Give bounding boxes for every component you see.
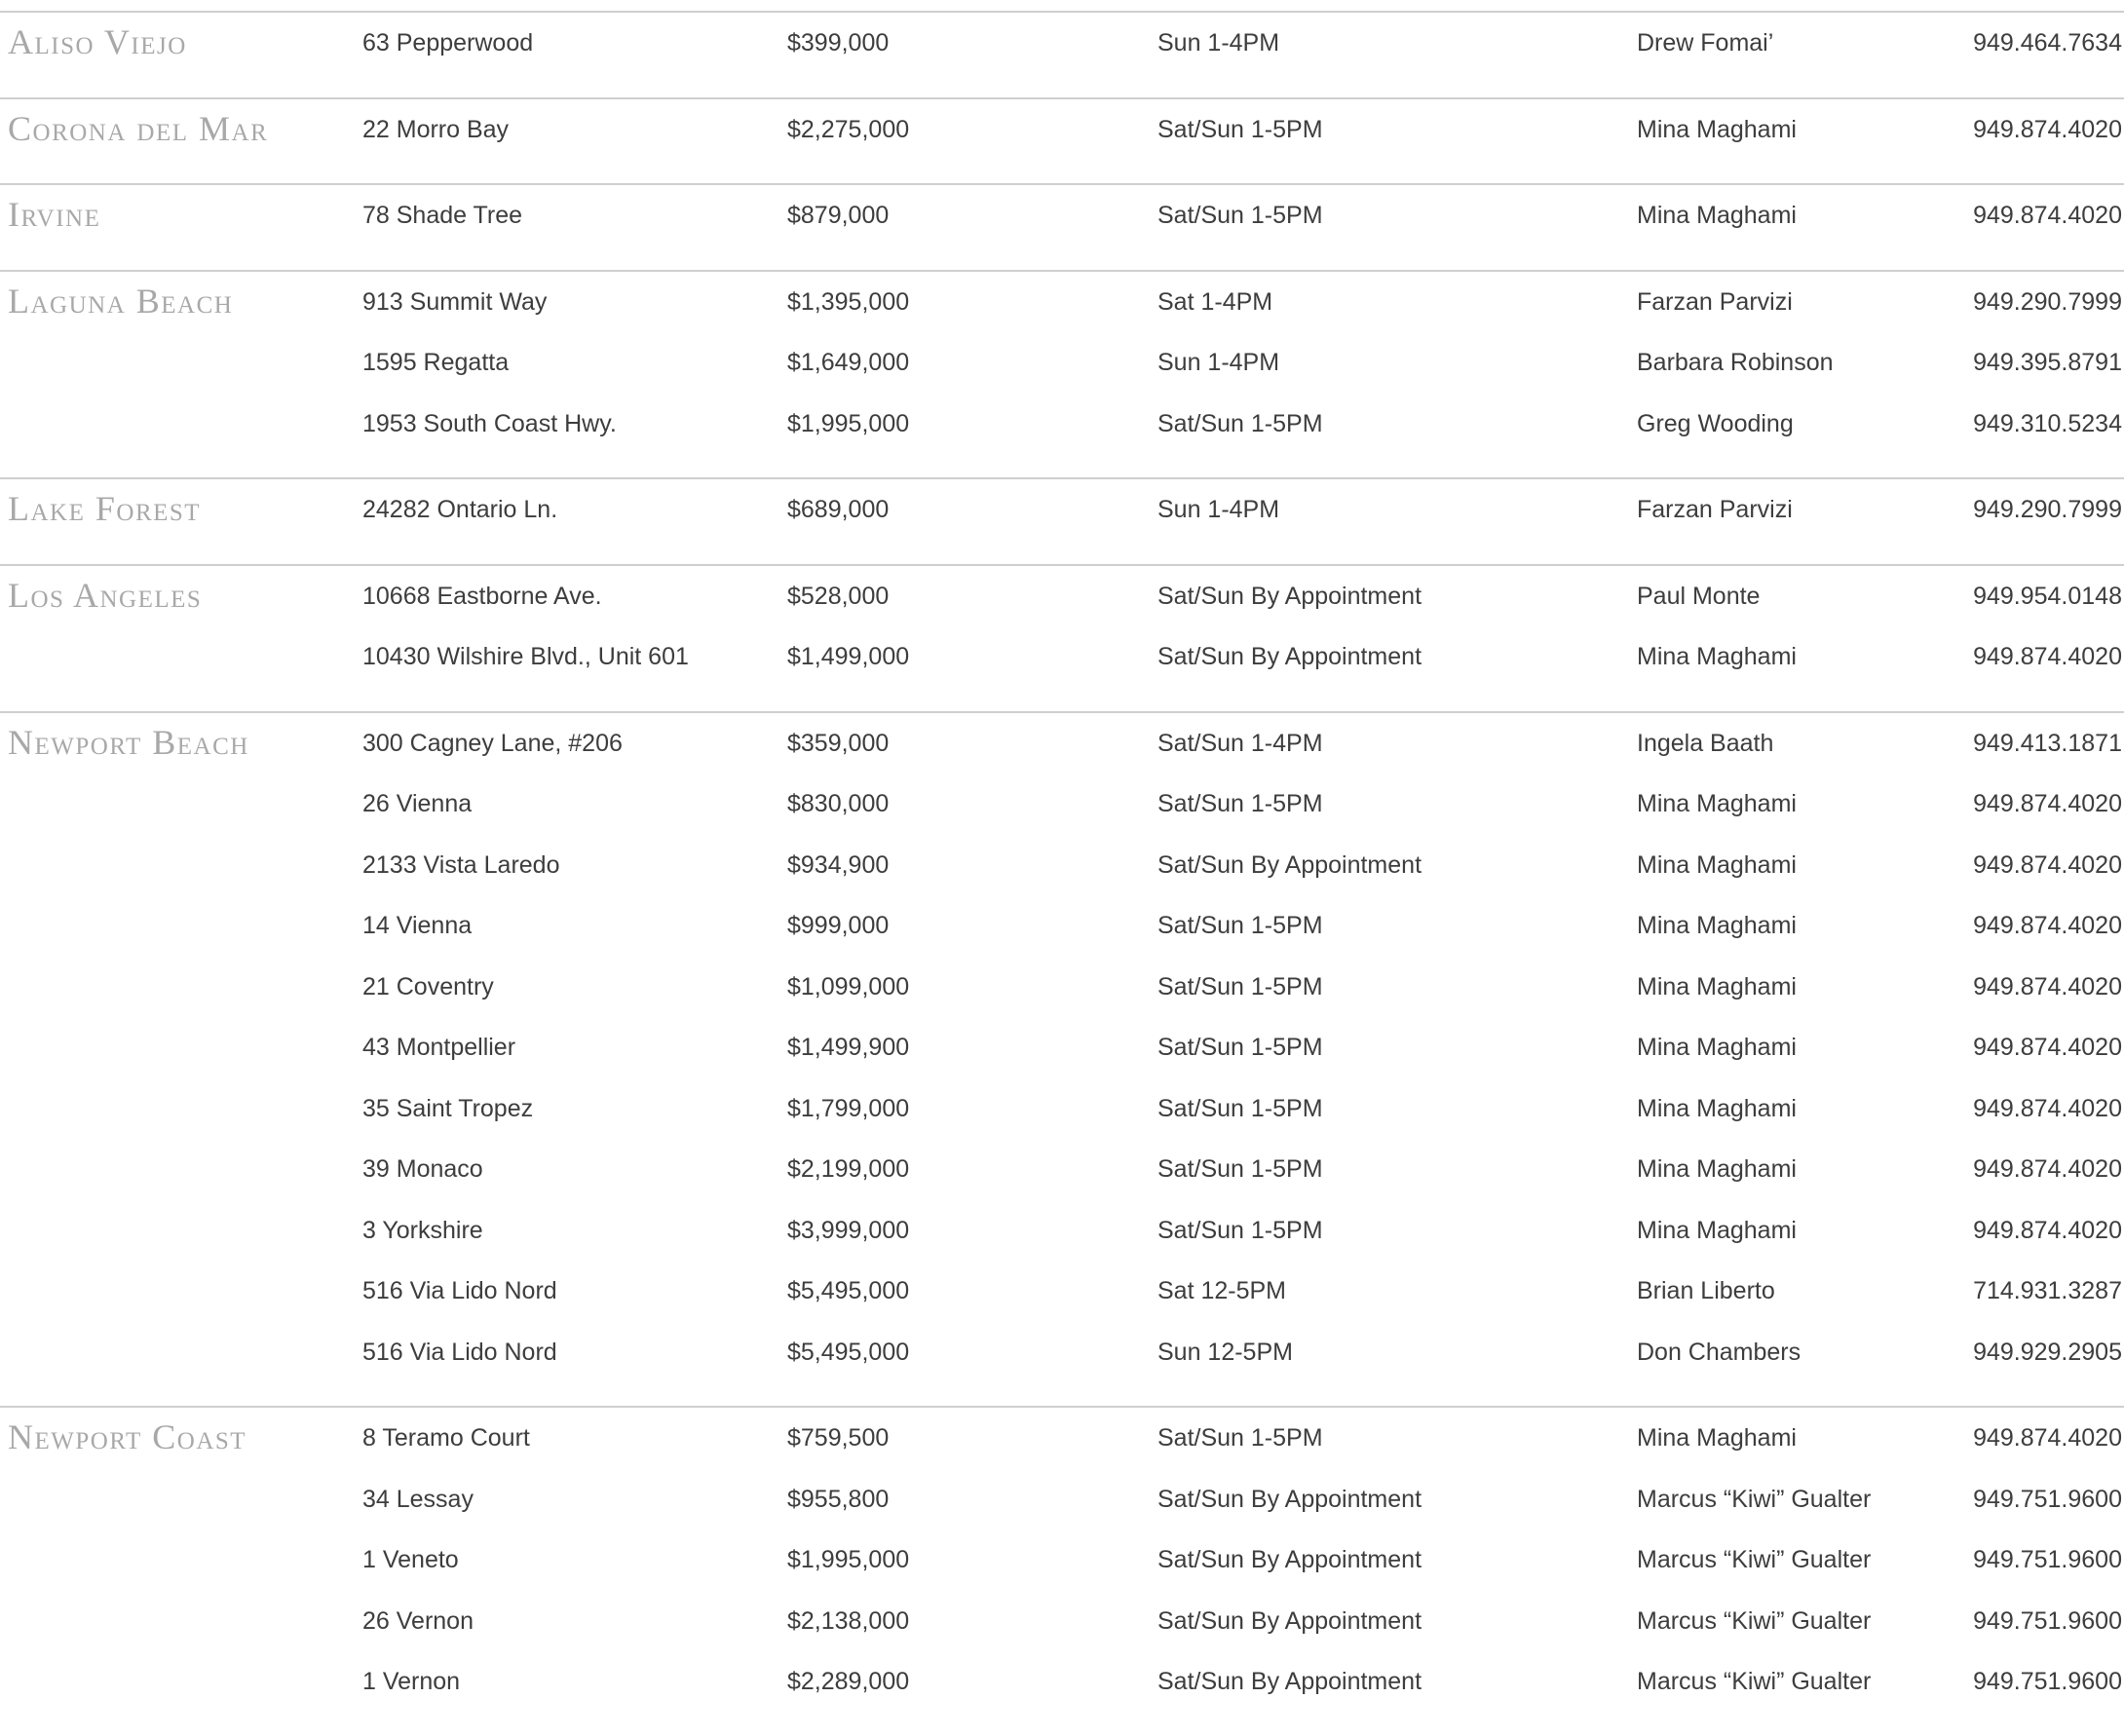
listing-price: $1,499,000 [787,643,910,670]
listing-price: $2,138,000 [787,1606,910,1635]
listing-price: $1,395,000 [787,287,910,316]
listing-row [0,1331,2124,1392]
listing-price: $879,000 [787,202,890,229]
city-name: Aliso Viejo [8,22,187,61]
listing-row [0,722,2124,783]
agent-phone: 949.929.2905 [1973,1338,2122,1366]
agent-phone: 949.751.9600 [1973,1668,2122,1695]
listing-price: $1,799,000 [787,1094,910,1122]
listing-price: $359,000 [787,729,890,757]
agent-name: Farzan Parvizi [1637,496,1793,523]
listing-price: $689,000 [787,496,890,523]
city-name: Los Angeles [8,575,203,615]
listing-price: $399,000 [787,29,890,57]
listing-row [0,1538,2124,1600]
open-house-time: Sat/Sun 1-5PM [1157,1094,1323,1122]
listing-address: 10430 Wilshire Blvd., Unit 601 [362,643,689,670]
listing-row [0,904,2124,965]
open-house-time: Sat/Sun By Appointment [1157,643,1422,670]
listing-address: 10668 Eastborne Ave. [362,582,602,610]
agent-name: Ingela Baath [1637,729,1774,757]
agent-name: Greg Wooding [1637,409,1794,437]
agent-phone: 949.874.4020 [1973,115,2122,143]
agent-name: Marcus “Kiwi” Gualter [1637,1546,1872,1573]
open-house-time: Sat/Sun 1-5PM [1157,1424,1323,1452]
open-house-time: Sat/Sun 1-5PM [1157,202,1323,229]
agent-name: Mina Maghami [1637,115,1797,143]
agent-name: Mina Maghami [1637,972,1797,1000]
open-house-time: Sat/Sun 1-5PM [1157,1216,1323,1244]
listing-row [0,1148,2124,1209]
open-house-time: Sat/Sun By Appointment [1157,1485,1422,1513]
agent-phone: 949.874.4020 [1973,1094,2122,1122]
listing-address: 516 Via Lido Nord [362,1277,557,1304]
listing-row [0,488,2124,549]
listing-row [0,965,2124,1027]
open-house-time: Sat/Sun 1-5PM [1157,1155,1323,1183]
listing-address: 63 Pepperwood [362,29,534,57]
listing-price: $528,000 [787,582,890,610]
city-name: Irvine [8,195,101,234]
agent-phone: 949.874.4020 [1973,1424,2122,1452]
agent-phone: 949.874.4020 [1973,790,2122,817]
agent-name: Mina Maghami [1637,790,1797,817]
open-house-time: Sat/Sun 1-5PM [1157,1034,1323,1061]
listing-row [0,575,2124,636]
agent-phone: 949.395.8791 [1973,349,2122,376]
listing-row [0,1026,2124,1087]
agent-phone: 949.874.4020 [1973,202,2122,229]
agent-name: Marcus “Kiwi” Gualter [1637,1668,1872,1695]
listing-address: 26 Vernon [362,1606,474,1635]
listing-row [0,782,2124,844]
agent-name: Mina Maghami [1637,202,1797,229]
listing-address: 14 Vienna [362,912,473,939]
agent-phone: 949.874.4020 [1973,1034,2122,1061]
city-group [0,711,2124,1407]
open-house-time: Sat/Sun By Appointment [1157,582,1422,610]
city-group [0,183,2124,270]
listing-address: 300 Cagney Lane, #206 [362,729,623,757]
agent-name: Mina Maghami [1637,1094,1797,1122]
agent-phone: 949.751.9600 [1973,1606,2122,1635]
city-name: Laguna Beach [8,281,234,321]
city-name: Lake Forest [8,489,202,528]
agent-name: Marcus “Kiwi” Gualter [1637,1485,1872,1513]
listing-price: $759,500 [787,1424,890,1452]
listing-price: $999,000 [787,912,890,939]
agent-phone: 949.413.1871 [1973,729,2122,757]
agent-phone: 949.751.9600 [1973,1546,2122,1573]
listing-row [0,1087,2124,1149]
open-house-time: Sat/Sun 1-5PM [1157,409,1323,437]
city-group [0,477,2124,564]
listing-row [0,1660,2124,1721]
agent-name: Drew Fomai’ [1637,29,1774,57]
open-house-time: Sun 1-4PM [1157,496,1280,523]
listing-price: $5,495,000 [787,1277,910,1304]
city-group [0,564,2124,711]
listing-address: 8 Teramo Court [362,1424,530,1452]
agent-phone: 949.874.4020 [1973,643,2122,670]
listing-price: $955,800 [787,1485,890,1513]
listing-row [0,194,2124,255]
listing-row [0,635,2124,697]
open-house-time: Sat/Sun By Appointment [1157,850,1422,879]
city-group [0,97,2124,184]
open-house-time: Sun 1-4PM [1157,349,1280,376]
agent-name: Paul Monte [1637,582,1761,610]
listing-row [0,21,2124,83]
agent-name: Mina Maghami [1637,1034,1797,1061]
agent-name: Brian Liberto [1637,1277,1775,1304]
listing-row [0,341,2124,402]
agent-phone: 949.290.7999 [1973,496,2122,523]
listing-row [0,1416,2124,1478]
listing-price: $934,900 [787,850,890,879]
agent-name: Farzan Parvizi [1637,287,1793,316]
agent-phone: 949.874.4020 [1973,972,2122,1000]
agent-name: Mina Maghami [1637,1216,1797,1244]
listing-price: $830,000 [787,790,890,817]
agent-phone: 949.874.4020 [1973,1216,2122,1244]
agent-name: Mina Maghami [1637,643,1797,670]
open-house-time: Sun 1-4PM [1157,29,1280,57]
listing-price: $3,999,000 [787,1216,910,1244]
agent-phone: 949.290.7999 [1973,287,2122,316]
city-group [0,270,2124,478]
agent-phone: 949.310.5234 [1973,409,2122,437]
listing-price: $1,995,000 [787,409,910,437]
agent-phone: 949.874.4020 [1973,1155,2122,1183]
agent-name: Mina Maghami [1637,850,1797,879]
listing-price: $1,649,000 [787,349,910,376]
listing-address: 516 Via Lido Nord [362,1338,557,1366]
open-house-time: Sat/Sun By Appointment [1157,1606,1422,1635]
listing-price: $1,995,000 [787,1546,910,1573]
listing-address: 35 Saint Tropez [362,1094,534,1122]
city-name: Newport Beach [8,722,249,762]
listing-address: 1953 South Coast Hwy. [362,409,617,437]
open-house-time: Sat 1-4PM [1157,287,1273,316]
listing-row [0,1600,2124,1661]
listing-row [0,1209,2124,1270]
city-name: Corona del Mar [8,108,269,148]
listing-price: $5,495,000 [787,1338,910,1366]
open-house-time: Sat/Sun 1-5PM [1157,972,1323,1000]
listing-price: $2,275,000 [787,115,910,143]
city-group [0,11,2124,97]
agent-phone: 949.954.0148 [1973,582,2122,610]
listing-address: 21 Coventry [362,972,494,1000]
city-name: Newport Coast [8,1417,247,1456]
open-house-time: Sat/Sun 1-5PM [1157,115,1323,143]
agent-name: Don Chambers [1637,1338,1802,1366]
listing-address: 43 Montpellier [362,1034,516,1061]
agent-phone: 949.874.4020 [1973,850,2122,879]
agent-phone: 949.751.9600 [1973,1485,2122,1513]
listing-address: 913 Summit Way [362,287,548,316]
agent-phone: 714.931.3287 [1973,1277,2122,1304]
listing-address: 39 Monaco [362,1155,483,1183]
open-house-time: Sat/Sun 1-5PM [1157,790,1323,817]
listing-address: 34 Lessay [362,1485,474,1513]
agent-phone: 949.464.7634 [1973,29,2122,57]
listing-price: $1,099,000 [787,972,910,1000]
listing-address: 3 Yorkshire [362,1216,483,1244]
agent-name: Mina Maghami [1637,912,1797,939]
listing-address: 26 Vienna [362,790,473,817]
listing-price: $2,199,000 [787,1155,910,1183]
agent-name: Marcus “Kiwi” Gualter [1637,1606,1872,1635]
open-house-time: Sat/Sun 1-5PM [1157,912,1323,939]
open-house-time: Sat/Sun 1-4PM [1157,729,1323,757]
listing-address: 1 Vernon [362,1668,461,1695]
listing-address: 1 Veneto [362,1546,459,1573]
agent-name: Mina Maghami [1637,1155,1797,1183]
listing-row [0,281,2124,342]
listing-row [0,1269,2124,1331]
agent-phone: 949.874.4020 [1973,912,2122,939]
listing-row [0,108,2124,170]
listing-row [0,844,2124,905]
listing-price: $1,499,900 [787,1034,910,1061]
agent-name: Mina Maghami [1637,1424,1797,1452]
city-group [0,1406,2124,1736]
listing-address: 2133 Vista Laredo [362,850,560,879]
listing-address: 24282 Ontario Ln. [362,496,558,523]
open-house-time: Sat/Sun By Appointment [1157,1546,1422,1573]
listing-row [0,402,2124,464]
agent-name: Barbara Robinson [1637,349,1834,376]
listing-address: 78 Shade Tree [362,202,523,229]
listing-address: 22 Morro Bay [362,115,510,143]
open-house-time: Sat 12-5PM [1157,1277,1287,1304]
listing-address: 1595 Regatta [362,349,510,376]
listing-price: $2,289,000 [787,1668,910,1695]
listing-row [0,1478,2124,1539]
open-house-time: Sun 12-5PM [1157,1338,1293,1366]
open-house-time: Sat/Sun By Appointment [1157,1668,1422,1695]
